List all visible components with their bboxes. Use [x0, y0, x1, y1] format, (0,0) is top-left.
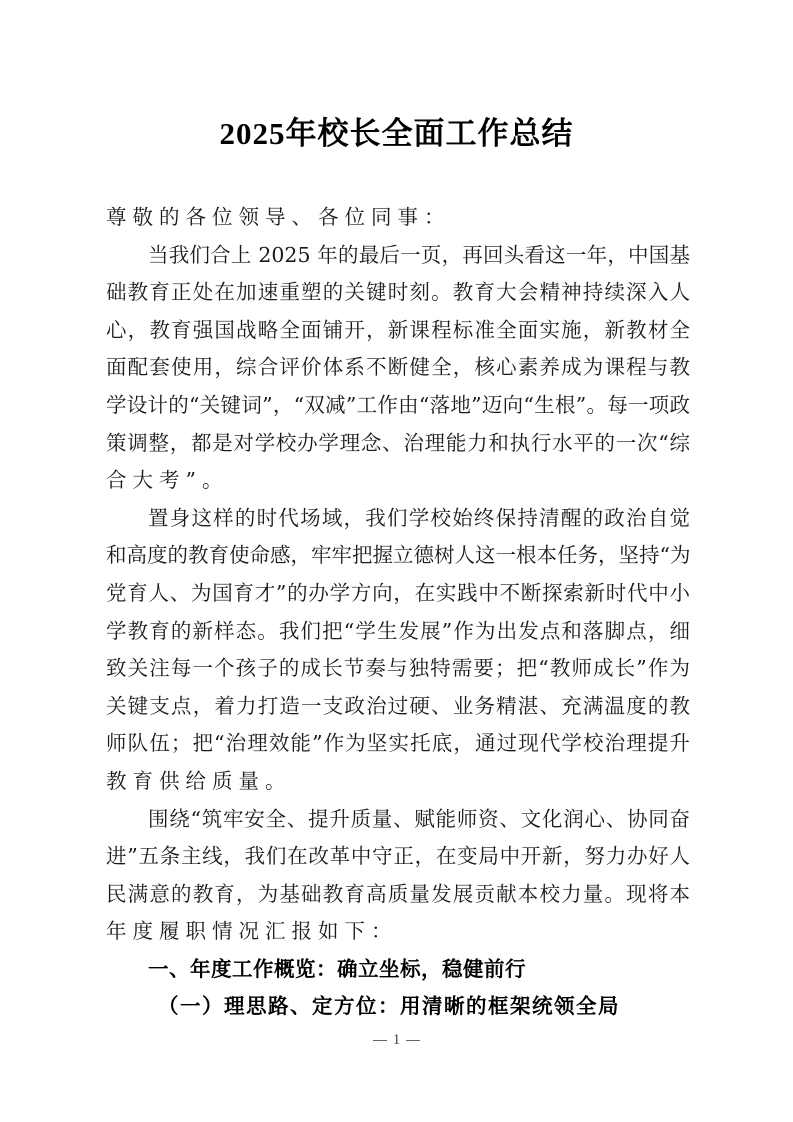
document-title: 2025年校长全面工作总结 [219, 116, 574, 151]
paragraph-2 [106, 500, 690, 801]
paragraph-line: 策调整，都是对学校办学理念、治理能力和执行水平的一次“综 [106, 430, 690, 455]
paragraph-line: 学设计的“关键词”，“双减”工作由“落地”迈向“生根”。每一项政 [106, 392, 690, 417]
paragraph-3 [106, 801, 690, 951]
paragraph-line: 党育人、为国育才”的办学方向，在实践中不断探索新时代中小 [106, 580, 690, 605]
paragraph-1 [106, 237, 690, 500]
paragraph-line: 年度履职情况汇报如下： [106, 919, 398, 944]
salutation: 尊敬的各位领导、各位同事： [106, 205, 451, 229]
section-heading-1: 一、年度工作概览：确立坐标，稳健前行 [148, 956, 526, 981]
paragraph-line: 础教育正处在加速重塑的关键时刻。教育大会精神持续深入人 [106, 280, 690, 305]
page-footer [0, 1032, 793, 1049]
paragraph-line: 面配套使用，综合评价体系不断健全，核心素养成为课程与教 [106, 355, 690, 380]
paragraph-line: 围绕“筑牢安全、提升质量、赋能师资、文化润心、协同奋 [148, 806, 690, 831]
paragraph-line: 教育供给质量。 [106, 768, 292, 793]
paragraph-line: 置身这样的时代场域，我们学校始终保持清醒的政治自觉 [148, 505, 690, 530]
document-body [106, 199, 690, 1026]
paragraph-line: 学教育的新样态。我们把“学生发展”作为出发点和落脚点，细 [106, 618, 690, 643]
paragraph-line: 民满意的教育，为基础教育高质量发展贡献本校力量。现将本 [106, 881, 690, 906]
subsection-heading-1: （一）理思路、定方位：用清晰的框架统领全局 [158, 994, 620, 1019]
paragraph-line: 进”五条主线，我们在改革中守正，在变局中开新，努力办好人 [106, 844, 690, 869]
paragraph-line: 合大考”。 [106, 468, 229, 493]
paragraph-line: 心，教育强国战略全面铺开，新课程标准全面实施，新教材全 [106, 317, 690, 342]
paragraph-line: 师队伍；把“治理效能”作为坚实托底，通过现代学校治理提升 [106, 731, 690, 756]
paragraph-line: 致关注每一个孩子的成长节奏与独特需要；把“教师成长”作为 [106, 656, 690, 681]
dash-left [373, 1040, 387, 1041]
page-number: 1 [392, 1032, 401, 1048]
paragraph-line: 和高度的教育使命感，牢牢把握立德树人这一根本任务，坚持“为 [106, 543, 691, 568]
paragraph-line: 关键支点，着力打造一支政治过硬、业务精湛、充满温度的教 [106, 693, 690, 718]
dash-right [406, 1040, 420, 1041]
paragraph-line: 当我们合上 2025 年的最后一页，再回头看这一年，中国基 [148, 242, 690, 267]
